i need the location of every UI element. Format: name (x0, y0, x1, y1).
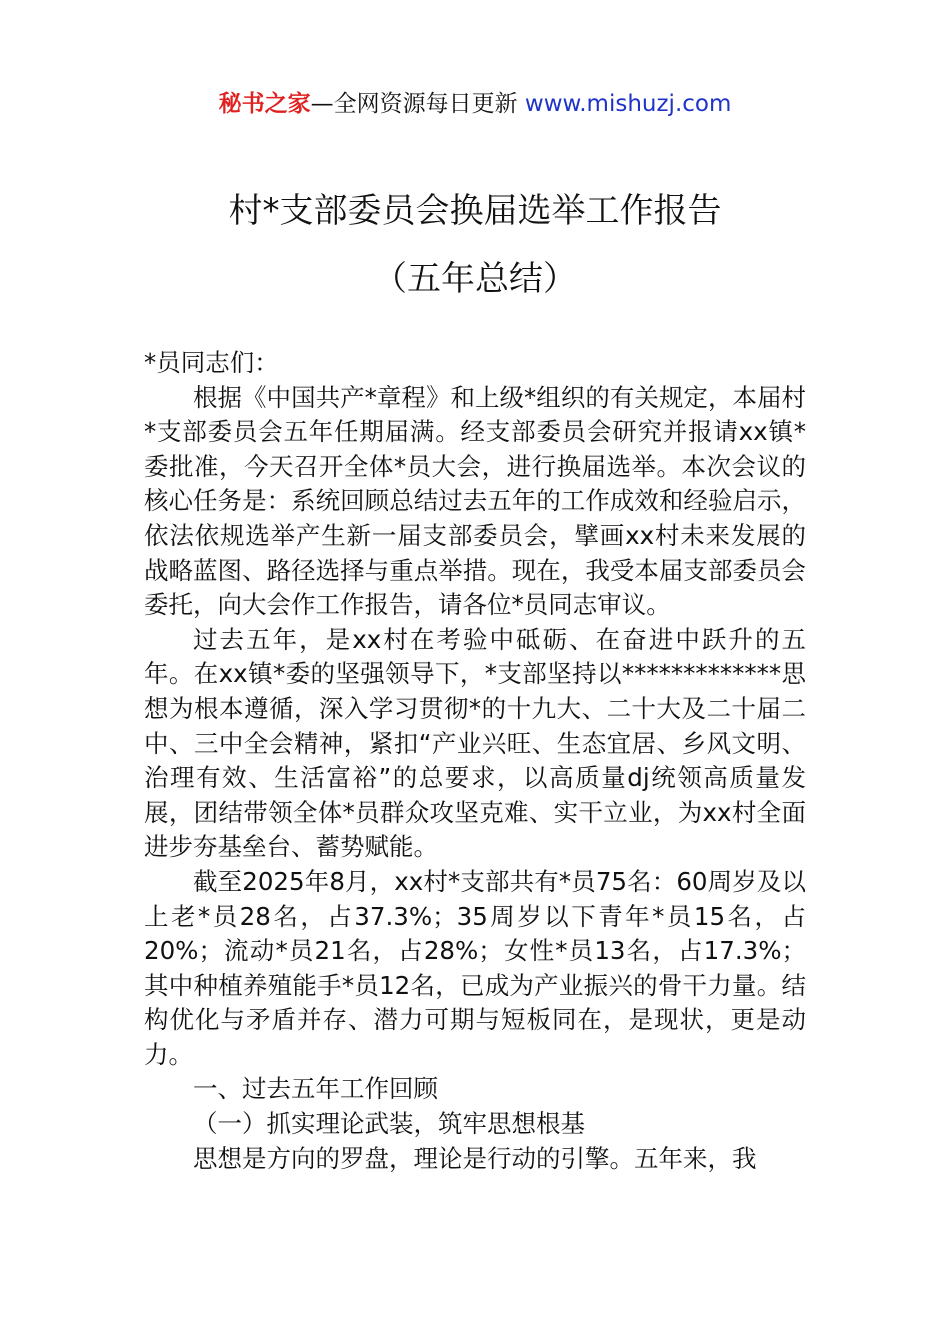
subsection-heading: （一）抓实理论武装，筑牢思想根基 (193, 1109, 585, 1139)
paragraph: 截至2025年8月，xx村*支部共有*员75名：60周岁及以上老*员28名，占37.3%；35周岁以下青年*员15名，占20%；流动*员21名，占28%；女性*员13名，占17.3%；其中种植养殖能手*员12名，已成为产业振兴的骨干力量。结构优化与矛盾并存、潜力可期与短板同在，是现状，更是动力。 (144, 866, 806, 1069)
site-header (0, 88, 950, 120)
salutation: *员同志们： (144, 348, 279, 377)
document-body (144, 346, 806, 1176)
paragraph: 过去五年，是xx村在考验中砥砺、在奋进中跃升的五年。在xx镇*委的坚强领导下，*支部坚持以*************思想为根本遵循，深入学习贯彻*的十九大、二十大及二十届二中、三中全会精神，紧扣“产业兴旺、生态宜居、乡风文明、治理有效、生活富裕”的总要求，以高质量dj统领高质量发展，团结带领全体*员群众攻坚克难、实干立业，为xx村全面进步夯基垒台、蓄势赋能。 (144, 624, 806, 862)
document-subtitle: （五年总结） (373, 259, 577, 299)
site-brand: 秘书之家 (218, 91, 311, 117)
site-url-link[interactable]: www.mishuzj.com (524, 91, 732, 117)
paragraph: 思想是方向的罗盘，理论是行动的引擎。五年来，我 (193, 1143, 757, 1173)
paragraph: 根据《中国共产*章程》和上级*组织的有关规定，本届村*支部委员会五年任期届满。经支部委员会研究并报请xx镇*委批准，今天召开全体*员大会，进行换届选举。本次会议的核心任务是：系统回顾总结过去五年的工作成效和经验启示，依法依规选举产生新一届支部委员会，擘画xx村未来发展的战略蓝图、路径选择与重点举措。现在，我受本届支部委员会委托，向大会作工作报告，请各位*员同志审议。 (144, 382, 806, 620)
document-title: 村*支部委员会换届选举工作报告 (228, 191, 722, 231)
section-heading: 一、过去五年工作回顾 (193, 1074, 438, 1104)
site-tagline: —全网资源每日更新 (310, 91, 525, 117)
